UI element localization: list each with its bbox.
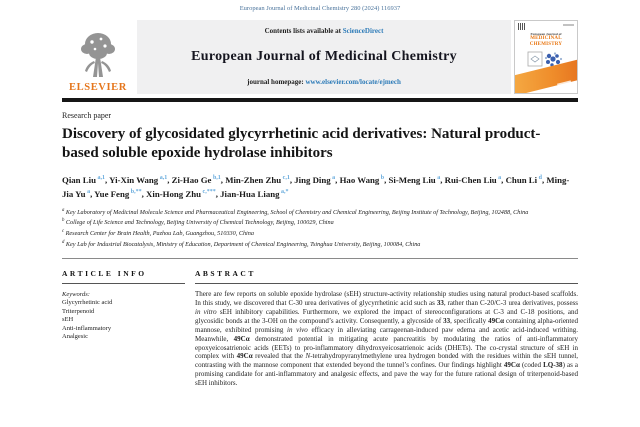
affiliation-marker: a bbox=[62, 207, 65, 213]
author-superscript[interactable]: b,** bbox=[130, 188, 142, 195]
author-separator: , bbox=[289, 174, 295, 185]
keywords-label: Keywords: bbox=[62, 291, 90, 299]
affiliation-list bbox=[62, 207, 578, 249]
author-name: Jing Ding bbox=[294, 174, 331, 185]
author bbox=[294, 175, 339, 185]
journal-banner bbox=[137, 20, 511, 94]
info-abstract-columns bbox=[62, 269, 578, 388]
author-name: Hao Wang bbox=[339, 174, 380, 185]
author-superscript[interactable]: a bbox=[87, 188, 91, 195]
keyword: Analgesic bbox=[62, 333, 88, 341]
author-separator: , bbox=[335, 174, 340, 185]
author-separator: , bbox=[440, 174, 445, 185]
keywords-list bbox=[62, 299, 185, 342]
homepage-prefix: journal homepage: bbox=[247, 78, 306, 86]
abstract-segment: containing alpha-oriented mannose, exhibited promising bbox=[195, 316, 578, 334]
author-name: Min-Zhen Zhu bbox=[225, 174, 282, 185]
abstract-segment: revealed that the bbox=[252, 352, 306, 361]
author-separator: , bbox=[215, 188, 221, 199]
abstract-segment: demonstrated potential in mitigating acute pancreatitis by modulating the ratios of anti-inflammatory epoxyeicosatrienoic acids (EETs) to pro-inflammatory dihydroxyeicosatrienoic acids (DHETs). The co-crystal structure of sEH in complex with bbox=[195, 334, 578, 361]
affiliation-text: College of Life Science and Technology, Beijing University of Chemical Technology, Beijing, 100029, China bbox=[65, 219, 334, 227]
abstract-segment: sEH inhibitory capabilities. Furthermore, we explored the impact of stereoconfigurations at C-3 and C-18 positions, and glycosidic bonds at the 3-OH on the compound’s activity. Consequently, a glycoside of bbox=[195, 307, 579, 325]
abstract-segment: 33 bbox=[436, 299, 444, 307]
abstract-segment: 49Cα bbox=[236, 352, 253, 361]
author-superscript[interactable]: a,1 bbox=[159, 175, 168, 181]
elsevier-wordmark: ELSEVIER bbox=[69, 82, 127, 93]
sciencedirect-link[interactable]: ScienceDirect bbox=[342, 27, 384, 35]
abstract-segment: , rather than C-20/C-3 urea derivatives, possess bbox=[443, 299, 578, 307]
abstract-segment: efficacy in alleviating carrageenan-induced paw edema and acetic acid-induced writhing. Meanwhile, bbox=[195, 325, 578, 343]
affiliation-text: Key Laboratory of Medicinal Molecule Science and Pharmaceutical Engineering, School of Chemistry and Chemical Engineering, Beijing Institute of Technology, Beijing, 102488, China bbox=[65, 208, 529, 216]
author-superscript[interactable]: d bbox=[538, 175, 542, 181]
affiliation-marker: b bbox=[62, 218, 65, 224]
abstract-segment: ) as a promising candidate for anti-inflammatory and analgesic effects, and pave the way for the future rational design of triterpenoid-based sEH inhibitors. bbox=[195, 361, 578, 388]
journal-title: European Journal of Medicinal Chemistry bbox=[191, 48, 457, 64]
affiliation-marker: c bbox=[62, 228, 65, 234]
author-superscript[interactable]: c,1 bbox=[282, 175, 290, 181]
author-separator: , bbox=[541, 174, 547, 185]
abstract-heading: ABSTRACT bbox=[195, 269, 256, 279]
author-superscript[interactable]: a bbox=[332, 175, 336, 181]
author bbox=[220, 189, 288, 199]
author-name: Xin-Hong Zhu bbox=[146, 188, 202, 199]
author-name: Chun Li bbox=[505, 174, 538, 185]
abstract-segment: in vitro bbox=[195, 307, 217, 316]
abstract-column bbox=[195, 269, 578, 388]
journal-cover-thumbnail[interactable] bbox=[514, 20, 578, 94]
author-separator: , bbox=[104, 174, 110, 185]
keyword: Glycyrrhetinic acid bbox=[62, 299, 113, 307]
journal-header bbox=[62, 20, 578, 94]
author bbox=[109, 175, 172, 185]
homepage-line bbox=[247, 78, 401, 86]
author bbox=[172, 175, 226, 185]
author bbox=[146, 189, 220, 199]
author bbox=[94, 189, 146, 199]
author-superscript[interactable]: a bbox=[437, 175, 441, 181]
page-ref-line: European Journal of Medicinal Chemistry 280 (2024) 116937 bbox=[239, 5, 401, 12]
cover-journal-name: European Journal of bbox=[530, 32, 562, 36]
contents-line bbox=[265, 27, 384, 35]
section-divider bbox=[62, 258, 578, 259]
affiliation bbox=[62, 217, 578, 228]
abstract-segment: , specifically bbox=[450, 316, 489, 325]
affiliation-text: Research Center for Brain Health, Pazhou Lab, Guangzhou, 510330, China bbox=[65, 230, 254, 238]
article-info-column bbox=[62, 269, 185, 388]
cover-title-line1: MEDICINAL bbox=[530, 36, 562, 41]
article-info-rule bbox=[62, 283, 185, 284]
author-name: Si-Meng Liu bbox=[388, 174, 436, 185]
abstract-segment: 33 bbox=[443, 316, 451, 325]
author-name: Yi-Xin Wang bbox=[109, 174, 159, 185]
author-separator: , bbox=[141, 188, 147, 199]
abstract-segment: in vivo bbox=[287, 325, 308, 334]
affiliation bbox=[62, 207, 578, 218]
author-separator: , bbox=[501, 174, 506, 185]
author bbox=[62, 175, 109, 185]
homepage-link[interactable]: www.elsevier.com/locate/ejmech bbox=[305, 78, 401, 86]
abstract-text bbox=[195, 290, 578, 388]
author-name: Jian-Hua Liang bbox=[220, 188, 280, 199]
author-superscript[interactable]: b,1 bbox=[212, 175, 221, 181]
abstract-segment: 49Cα bbox=[233, 334, 250, 343]
article-type-label: Research paper bbox=[62, 111, 112, 120]
abstract-rule bbox=[195, 283, 578, 284]
abstract-segment: (coded bbox=[519, 361, 544, 370]
abstract-segment: LQ-38 bbox=[543, 361, 563, 370]
cover-title bbox=[515, 36, 577, 47]
article-info-heading: ARTICLE INFO bbox=[62, 269, 147, 279]
keyword: Triterpenoid bbox=[62, 307, 95, 315]
cover-barcode-icon bbox=[518, 23, 525, 30]
author-name: Zi-Hao Ge bbox=[171, 174, 212, 185]
affiliation bbox=[62, 239, 578, 250]
affiliation bbox=[62, 228, 578, 239]
author bbox=[340, 175, 389, 185]
article-title: Discovery of glycosidated glycyrrhetinic acid derivatives: Natural product-based soluble epoxide hydrolase inhibitors bbox=[62, 126, 541, 161]
author-superscript[interactable]: b bbox=[380, 175, 385, 181]
author bbox=[506, 175, 547, 185]
author-superscript[interactable]: a bbox=[498, 175, 502, 181]
author-list bbox=[62, 172, 578, 200]
header-divider-bar bbox=[62, 98, 578, 102]
affiliation-text: Key Lab for Industrial Biocatalysis, Ministry of Education, Department of Chemical Engineering, Tsinghua University, Beijing, 100084, China bbox=[65, 240, 421, 248]
author bbox=[389, 175, 445, 185]
author-name: Rui-Chen Liu bbox=[444, 174, 497, 185]
cover-issue-text bbox=[563, 24, 574, 26]
author-separator: , bbox=[90, 188, 95, 199]
author-superscript[interactable]: a,1 bbox=[97, 175, 105, 181]
cover-title-line2: CHEMISTRY bbox=[529, 41, 563, 47]
keyword: Anti-inflammatory bbox=[62, 324, 112, 332]
abstract-segment: 49Cα bbox=[503, 361, 520, 370]
elsevier-logo[interactable] bbox=[62, 20, 134, 94]
abstract-segment: -tetrahydropyranylmethylene urea hydrogen bonded with the residues within the sEH tunnel, contrasting with the mannose component that extended beyond the tunnel’s confines. Our findings highlight bbox=[195, 352, 578, 370]
author-separator: , bbox=[220, 174, 226, 185]
author bbox=[445, 175, 506, 185]
author-name: Ming-Jia Yu bbox=[62, 174, 570, 199]
keyword: sEH bbox=[62, 316, 74, 324]
author bbox=[225, 175, 294, 185]
abstract-segment: N bbox=[305, 352, 311, 361]
abstract-segment: There are few reports on soluble epoxide hydrolase (sEH) structure-activity relationship studies using natural product-based scaffolds. In this study, we discovered that C-30 urea derivatives of glycyrrhetinic acid such as bbox=[195, 290, 578, 307]
author-superscript[interactable]: c,*** bbox=[202, 188, 216, 195]
affiliation-marker: d bbox=[62, 239, 65, 245]
author-separator: , bbox=[167, 174, 172, 185]
author-name: Yue Feng bbox=[94, 188, 130, 199]
author-separator: , bbox=[384, 174, 389, 185]
author-superscript[interactable]: a,* bbox=[281, 188, 289, 195]
abstract-segment: 49Cα bbox=[488, 316, 505, 325]
elsevier-tree-icon bbox=[77, 31, 119, 81]
author-name: Qian Liu bbox=[62, 174, 96, 185]
contents-prefix: Contents lists available at bbox=[264, 27, 343, 35]
